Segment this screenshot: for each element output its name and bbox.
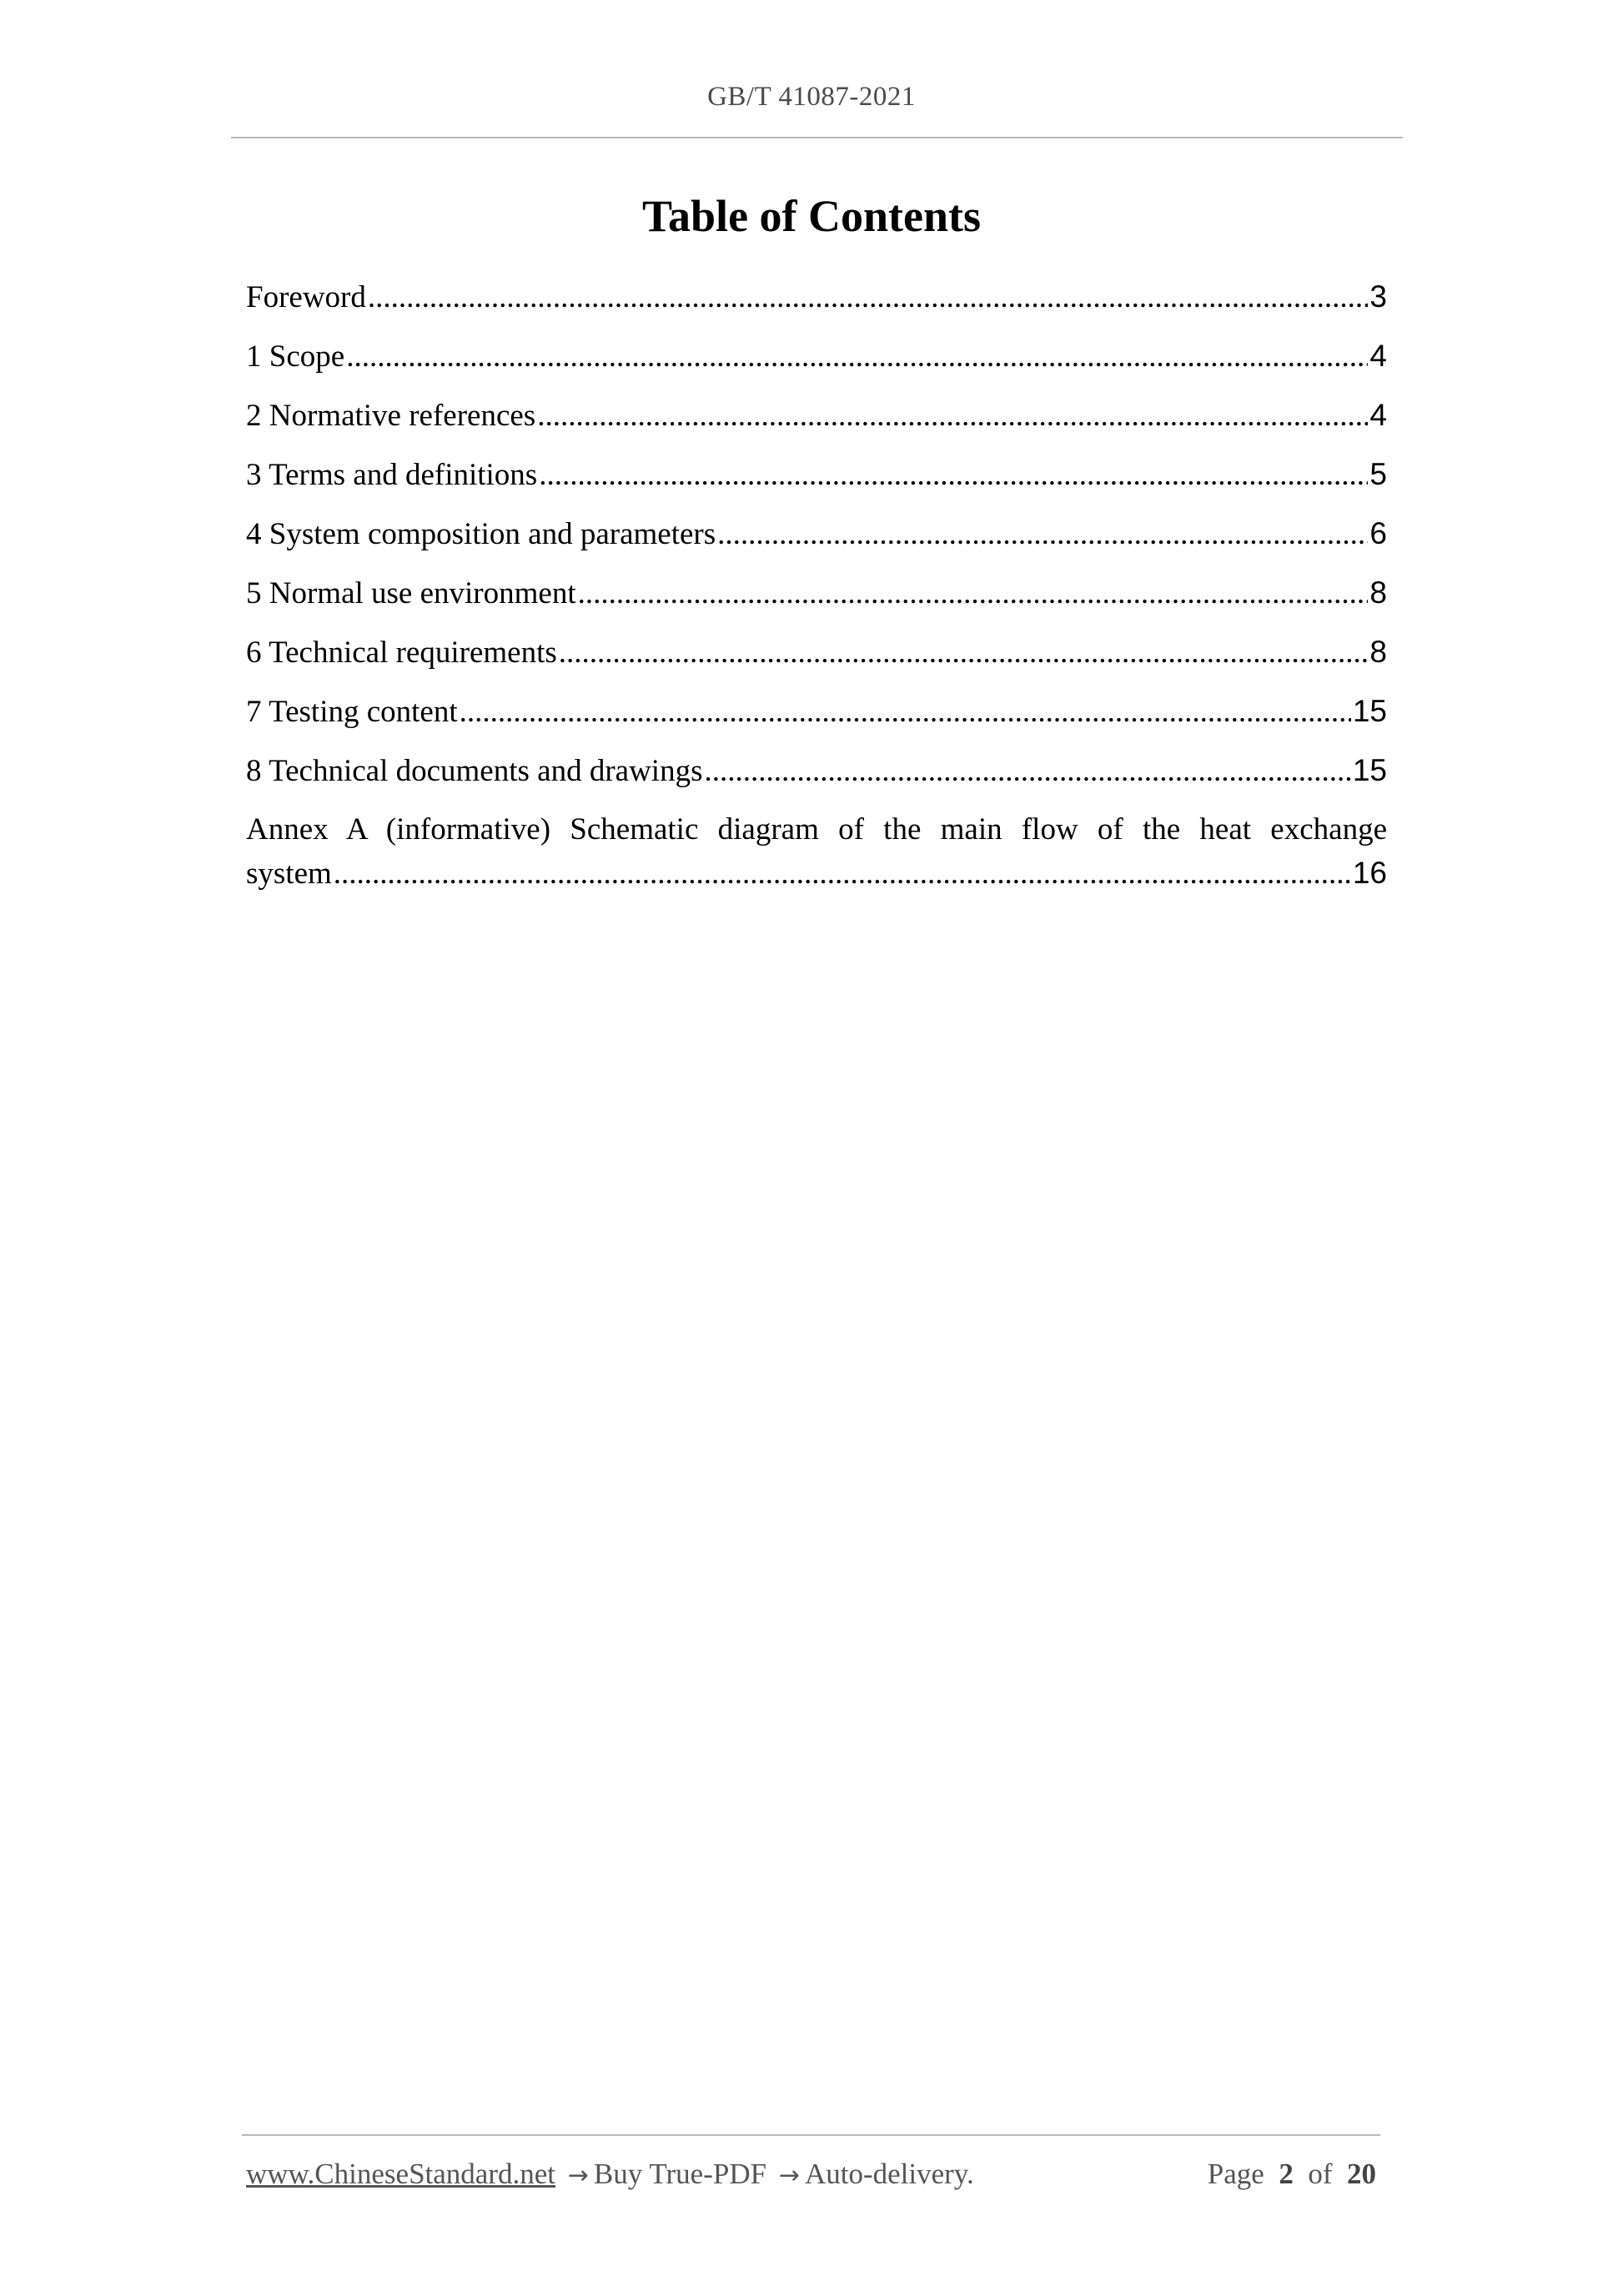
toc-entry-technical-requirements[interactable] [246, 631, 1387, 690]
toc-entry-line2 [246, 852, 1387, 896]
toc-entry-normative-references[interactable] [246, 394, 1387, 453]
toc-leader-dots [559, 631, 1369, 675]
toc-entry-label: Foreword [246, 280, 366, 314]
toc-leader-dots [537, 394, 1368, 438]
buy-true-pdf-text: Buy True-PDF [593, 2158, 767, 2190]
toc-entry-testing-content[interactable] [246, 690, 1387, 749]
toc-page-number: 15 [1352, 694, 1387, 728]
standard-number-header: GB/T 41087-2021 [707, 82, 916, 112]
page-indicator [1208, 2158, 1376, 2191]
toc-page-number: 8 [1369, 635, 1387, 669]
toc-entry-label: 3 Terms and definitions [246, 458, 538, 492]
page-word: Page [1207, 2158, 1264, 2190]
toc-entry-label: 5 Normal use environment [246, 576, 576, 610]
toc-entry-label-line1: Annex A (informative) Schematic diagram of the main flow of the heat exchange [246, 812, 1387, 847]
toc-entry-label: 4 System composition and parameters [246, 517, 716, 551]
toc-entry-terms-definitions[interactable] [246, 453, 1387, 512]
toc-page-number: 15 [1352, 753, 1387, 787]
toc-page-number: 4 [1369, 398, 1387, 432]
page-footer [246, 2158, 1376, 2191]
footer-divider [242, 2134, 1380, 2136]
toc-entry-annex-a[interactable] [246, 808, 1387, 896]
toc-entry-technical-documents[interactable] [246, 749, 1387, 808]
toc-entry-system-composition[interactable] [246, 512, 1387, 571]
toc-page-number: 6 [1369, 516, 1387, 550]
toc-entry-label-line2: system [246, 857, 332, 891]
toc-entry-label: 6 Technical requirements [246, 636, 557, 670]
toc-leader-dots [460, 691, 1351, 734]
toc-leader-dots [346, 335, 1368, 379]
of-word: of [1308, 2158, 1333, 2190]
toc-leader-dots [334, 852, 1351, 896]
toc-entry-label: 2 Normative references [246, 399, 536, 433]
toc-page-number: 5 [1369, 457, 1387, 491]
toc-entry-label: 7 Testing content [246, 695, 458, 729]
toc-page-number: 3 [1369, 279, 1387, 314]
toc-leader-dots [578, 572, 1369, 615]
arrow-right-icon: → [567, 2161, 589, 2190]
toc-entry-normal-use-environment[interactable] [246, 571, 1387, 631]
toc-leader-dots [704, 750, 1350, 793]
toc-leader-dots [368, 276, 1369, 319]
arrow-right-icon: → [778, 2161, 800, 2190]
toc-entry-label: 8 Technical documents and drawings [246, 754, 703, 788]
header-divider [231, 137, 1403, 138]
footer-promo [246, 2158, 974, 2191]
toc-page-number: 8 [1369, 575, 1387, 610]
toc-leader-dots [717, 513, 1368, 556]
toc-entry-foreword[interactable] [246, 275, 1387, 334]
total-pages-number: 20 [1347, 2158, 1376, 2190]
toc-page-number: 4 [1369, 339, 1387, 373]
toc-list [246, 275, 1387, 896]
auto-delivery-text: Auto-delivery. [804, 2158, 974, 2190]
toc-entry-scope[interactable] [246, 334, 1387, 394]
toc-entry-label: 1 Scope [246, 339, 345, 374]
website-link[interactable]: www.ChineseStandard.net [246, 2158, 555, 2190]
toc-title: Table of Contents [641, 191, 982, 241]
toc-page-number: 16 [1352, 856, 1387, 890]
current-page-number: 2 [1279, 2158, 1294, 2190]
toc-leader-dots [539, 454, 1368, 497]
